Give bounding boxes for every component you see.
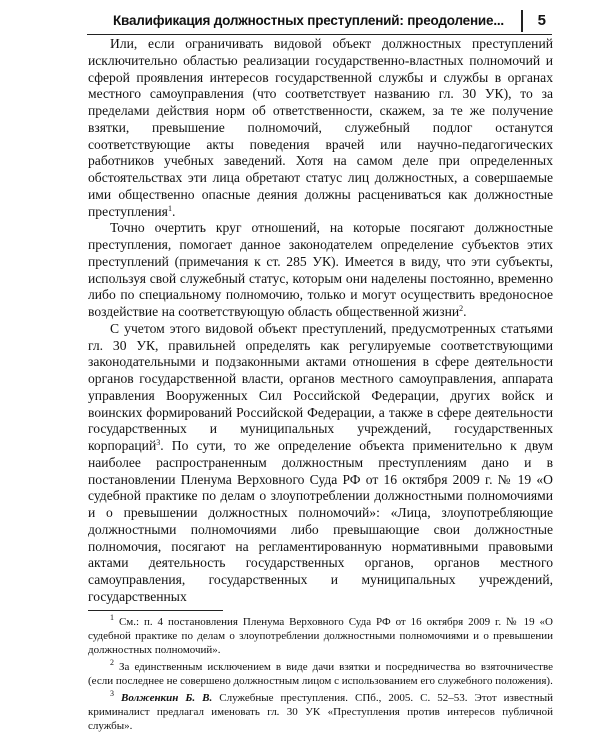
footnote-text: За единственным исключением в виде дачи взятки и посредничества во взяточничестве (если последнее не совершено должностным лицом с использованием его служебного положения).: [88, 661, 554, 687]
paragraph-3: [88, 321, 553, 606]
running-header: [87, 10, 552, 35]
paragraph-tail: .: [463, 304, 467, 319]
footnotes: [88, 615, 553, 736]
footnote-author: Волженкин Б. В.: [121, 692, 213, 704]
footnote-ref: 3: [156, 438, 161, 447]
page-number: 5: [537, 12, 546, 29]
paragraph-text: Точно очертить круг отношений, на которые посягают должностные преступления, помогает данное законодателем определение субъектов этих преступлений (примечания к ст. 285 УК). Имеется в виду, что эти субъекты, используя свой служебный статус, которым они наделены постоянно, временно либо по специальному полномочию, только и могут осуществить вредоносное воздействие на соответствующую область общественной жизни: [88, 220, 553, 319]
footnote-1: [88, 615, 553, 657]
footnote-text: Служебные преступления. СПб., 2005. С. 52–53. Этот известный криминалист предлагал именовать гл. 30 УК «Преступления против интересов публичной службы».: [88, 692, 554, 732]
footnote-2: [88, 660, 553, 688]
footnote-divider: [88, 610, 223, 611]
paragraph-text: Или, если ограничивать видовой объект должностных преступлений исключительно областью реализации государственно-властных полномочий и сферой проявления интересов государственной службы и службы в органах местного самоуправления (что соответствует названию гл. 30 УК), то за пределами действия норм об ответственности, скажем, за те же получение взятки, превышение полномочий, служебный подлог останутся соответствующие акты поведения врачей или научно-педагогических работников учебных заведений. Хотя на самом деле при определенных обстоятельствах эти лица обретают статус лиц должностных, а совершаемые ими общественно опасные деяния должны расцениваться как должностные преступления: [88, 36, 553, 219]
paragraph-2: [88, 220, 553, 321]
footnote-3: [88, 691, 553, 733]
paragraph-1: [88, 36, 553, 220]
footnote-number: 3: [110, 689, 114, 698]
footnote-number: 1: [110, 613, 114, 622]
footnote-ref: 1: [167, 203, 172, 213]
paragraph-tail: . По сути, то же определение объекта применительно к двум наиболее распространенным должностным преступлениям дано и в постановлении Пленума Верховного Суда РФ от 16 октября 2009 г. № 19 «О судебной практике по делам о злоупотреблении должностными полномочиями и о превышении должностных полномочий»: «Лица, злоупотребляющие должностными полномочиями либо превышающие свои должностные полномочия, посягают на регламентированную нормативными правовыми актами деятельность государственных органов, органов местного самоуправления, государственных и муниципальных учреждений, государственных: [88, 438, 553, 604]
footnote-text: См.: п. 4 постановления Пленума Верховного Суда РФ от 16 октября 2009 г. № 19 «О судебной практике по делам о злоупотреблении должностными полномочиями и о превышении должностных полномочий».: [88, 616, 553, 656]
header-separator: [521, 10, 523, 32]
paragraph-text: С учетом этого видовой объект преступлений, предусмотренных статьями гл. 30 УК, правильней определять как регулируемые соответствующими законодательными и подзаконными актами отношения в сфере деятельности органов государственной власти, органов местного самоуправления, аппарата управления Вооруженных Сил Российской Федерации, других войск и воинских формирований Российской Федерации, а также в сфере деятельности государственных и муниципальных учреждений, государственных корпораций: [88, 320, 553, 453]
body-text: [88, 36, 553, 606]
footnote-ref: 2: [459, 304, 464, 313]
paragraph-tail: .: [171, 203, 176, 219]
footnote-number: 2: [110, 658, 114, 667]
running-header-title: Квалификация должностных преступлений: преодоление...: [113, 13, 504, 28]
